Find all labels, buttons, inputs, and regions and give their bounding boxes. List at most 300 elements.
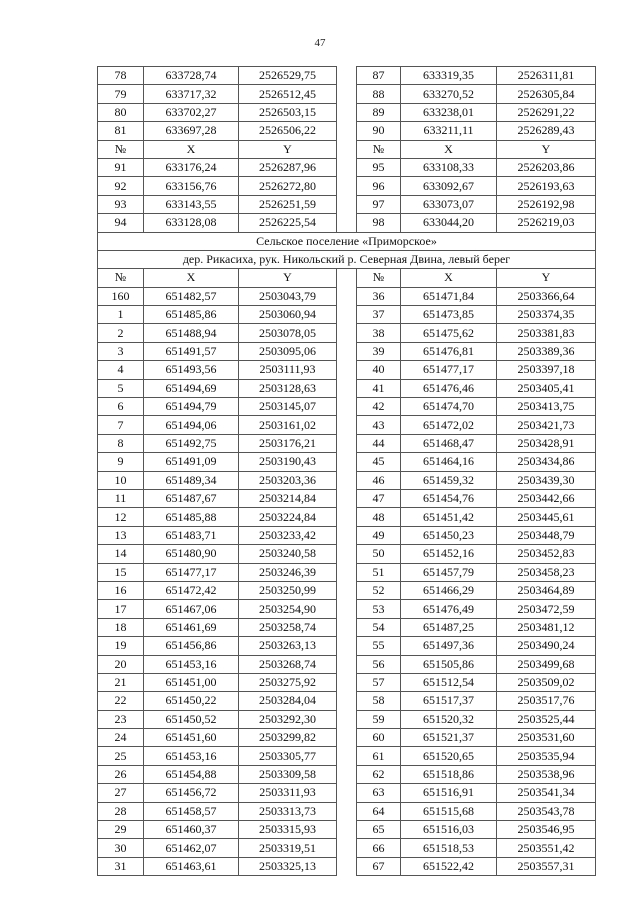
y-coordinate-cell: 2503445,61 — [497, 508, 596, 526]
point-number-cell: 95 — [357, 158, 401, 176]
point-number-cell: 23 — [98, 710, 144, 728]
x-coordinate-cell: 651477,17 — [144, 563, 239, 581]
y-coordinate-cell: 2503541,34 — [497, 784, 596, 802]
x-coordinate-cell: 651451,60 — [144, 729, 239, 747]
point-number-cell: 36 — [357, 287, 401, 305]
column-gap — [337, 581, 357, 599]
point-number-cell: 17 — [98, 600, 144, 618]
y-coordinate-cell: 2503490,24 — [497, 637, 596, 655]
y-coordinate-cell: 2503311,93 — [239, 784, 337, 802]
y-coordinate-cell: 2503538,96 — [497, 765, 596, 783]
x-coordinate-cell: 651485,86 — [144, 306, 239, 324]
point-number-cell: 91 — [98, 158, 144, 176]
y-column-header: Y — [497, 269, 596, 287]
coordinates-table-body — [98, 67, 596, 876]
table-row — [98, 379, 596, 397]
point-number-cell: 55 — [357, 637, 401, 655]
x-coordinate-cell: 651459,32 — [401, 471, 497, 489]
point-number-cell: 43 — [357, 416, 401, 434]
x-coordinate-cell: 651483,71 — [144, 526, 239, 544]
y-coordinate-cell: 2503543,78 — [497, 802, 596, 820]
table-row — [98, 85, 596, 103]
y-coordinate-cell: 2503531,60 — [497, 729, 596, 747]
y-coordinate-cell: 2526219,03 — [497, 214, 596, 232]
x-coordinate-cell: 651461,69 — [144, 618, 239, 636]
y-coordinate-cell: 2503421,73 — [497, 416, 596, 434]
point-number-cell: 78 — [98, 67, 144, 85]
table-row — [98, 434, 596, 452]
x-coordinate-cell: 651520,65 — [401, 747, 497, 765]
point-number-cell: 5 — [98, 379, 144, 397]
table-row — [98, 618, 596, 636]
y-coordinate-cell: 2526193,63 — [497, 177, 596, 195]
number-column-header: № — [98, 140, 144, 158]
table-row — [98, 857, 596, 875]
column-gap — [337, 489, 357, 507]
y-coordinate-cell: 2503381,83 — [497, 324, 596, 342]
column-gap — [337, 416, 357, 434]
y-coordinate-cell: 2503397,18 — [497, 361, 596, 379]
point-number-cell: 57 — [357, 673, 401, 691]
point-number-cell: 37 — [357, 306, 401, 324]
point-number-cell: 160 — [98, 287, 144, 305]
x-coordinate-cell: 651491,57 — [144, 342, 239, 360]
table-row — [98, 526, 596, 544]
section-subtitle: дер. Рикасиха, рук. Никольский р. Северная Двина, левый берег — [98, 250, 596, 268]
point-number-cell: 18 — [98, 618, 144, 636]
x-coordinate-cell: 651460,37 — [144, 821, 239, 839]
x-coordinate-cell: 651487,25 — [401, 618, 497, 636]
x-coordinate-cell: 651476,46 — [401, 379, 497, 397]
x-coordinate-cell: 651475,62 — [401, 324, 497, 342]
table-row — [98, 398, 596, 416]
column-gap — [337, 342, 357, 360]
y-coordinate-cell: 2503535,94 — [497, 747, 596, 765]
x-coordinate-cell: 651463,61 — [144, 857, 239, 875]
point-number-cell: 97 — [357, 195, 401, 213]
y-coordinate-cell: 2503374,35 — [497, 306, 596, 324]
y-coordinate-cell: 2503145,07 — [239, 398, 337, 416]
y-coordinate-cell: 2503292,30 — [239, 710, 337, 728]
y-coordinate-cell: 2503203,36 — [239, 471, 337, 489]
y-coordinate-cell: 2503250,99 — [239, 581, 337, 599]
point-number-cell: 38 — [357, 324, 401, 342]
y-coordinate-cell: 2503389,36 — [497, 342, 596, 360]
point-number-cell: 2 — [98, 324, 144, 342]
column-gap — [337, 67, 357, 85]
point-number-cell: 51 — [357, 563, 401, 581]
table-row — [98, 306, 596, 324]
point-number-cell: 40 — [357, 361, 401, 379]
y-coordinate-cell: 2503472,59 — [497, 600, 596, 618]
x-coordinate-cell: 651458,57 — [144, 802, 239, 820]
column-gap — [337, 158, 357, 176]
point-number-cell: 45 — [357, 453, 401, 471]
x-coordinate-cell: 651452,16 — [401, 545, 497, 563]
column-gap — [337, 673, 357, 691]
table-row — [98, 821, 596, 839]
number-column-header: № — [98, 269, 144, 287]
y-coordinate-cell: 2503309,58 — [239, 765, 337, 783]
y-coordinate-cell: 2503284,04 — [239, 692, 337, 710]
point-number-cell: 89 — [357, 103, 401, 121]
table-row — [98, 177, 596, 195]
table-row — [98, 563, 596, 581]
table-row — [98, 673, 596, 691]
y-coordinate-cell: 2503268,74 — [239, 655, 337, 673]
y-coordinate-cell: 2526203,86 — [497, 158, 596, 176]
point-number-cell: 4 — [98, 361, 144, 379]
point-number-cell: 15 — [98, 563, 144, 581]
y-coordinate-cell: 2503499,68 — [497, 655, 596, 673]
point-number-cell: 28 — [98, 802, 144, 820]
x-coordinate-cell: 651517,37 — [401, 692, 497, 710]
x-coordinate-cell: 651454,88 — [144, 765, 239, 783]
x-coordinate-cell: 633128,08 — [144, 214, 239, 232]
x-coordinate-cell: 633319,35 — [401, 67, 497, 85]
y-coordinate-cell: 2503517,76 — [497, 692, 596, 710]
y-coordinate-cell: 2503176,21 — [239, 434, 337, 452]
column-gap — [337, 526, 357, 544]
table-row — [98, 489, 596, 507]
x-coordinate-cell: 651518,86 — [401, 765, 497, 783]
point-number-cell: 92 — [98, 177, 144, 195]
column-gap — [337, 287, 357, 305]
x-coordinate-cell: 651505,86 — [401, 655, 497, 673]
x-coordinate-cell: 651516,03 — [401, 821, 497, 839]
point-number-cell: 41 — [357, 379, 401, 397]
x-coordinate-cell: 651497,36 — [401, 637, 497, 655]
y-coordinate-cell: 2503254,90 — [239, 600, 337, 618]
y-coordinate-cell: 2503448,79 — [497, 526, 596, 544]
x-coordinate-cell: 651518,53 — [401, 839, 497, 857]
x-coordinate-cell: 651477,17 — [401, 361, 497, 379]
table-row — [98, 765, 596, 783]
point-number-cell: 11 — [98, 489, 144, 507]
coordinates-table — [97, 66, 596, 876]
y-column-header: Y — [239, 140, 337, 158]
x-coordinate-cell: 651493,56 — [144, 361, 239, 379]
table-row — [98, 839, 596, 857]
y-coordinate-cell: 2503111,93 — [239, 361, 337, 379]
x-coordinate-cell: 651476,81 — [401, 342, 497, 360]
point-number-cell: 30 — [98, 839, 144, 857]
x-coordinate-cell: 633717,32 — [144, 85, 239, 103]
y-coordinate-cell: 2526192,98 — [497, 195, 596, 213]
y-coordinate-cell: 2526305,84 — [497, 85, 596, 103]
x-coordinate-cell: 651472,42 — [144, 581, 239, 599]
number-column-header: № — [357, 269, 401, 287]
y-coordinate-cell: 2503452,83 — [497, 545, 596, 563]
y-coordinate-cell: 2503263,13 — [239, 637, 337, 655]
point-number-cell: 64 — [357, 802, 401, 820]
x-coordinate-cell: 651494,79 — [144, 398, 239, 416]
column-gap — [337, 398, 357, 416]
column-gap — [337, 306, 357, 324]
point-number-cell: 48 — [357, 508, 401, 526]
point-number-cell: 44 — [357, 434, 401, 452]
y-coordinate-cell: 2503458,23 — [497, 563, 596, 581]
y-coordinate-cell: 2503233,42 — [239, 526, 337, 544]
column-gap — [337, 214, 357, 232]
x-coordinate-cell: 651471,84 — [401, 287, 497, 305]
y-coordinate-cell: 2503325,13 — [239, 857, 337, 875]
section-title: Сельское поселение «Приморское» — [98, 232, 596, 250]
x-coordinate-cell: 651457,79 — [401, 563, 497, 581]
y-coordinate-cell: 2503095,06 — [239, 342, 337, 360]
point-number-cell: 50 — [357, 545, 401, 563]
column-gap — [337, 324, 357, 342]
column-gap — [337, 692, 357, 710]
y-coordinate-cell: 2526291,22 — [497, 103, 596, 121]
x-coordinate-cell: 651515,68 — [401, 802, 497, 820]
y-coordinate-cell: 2526225,54 — [239, 214, 337, 232]
y-coordinate-cell: 2526272,80 — [239, 177, 337, 195]
column-gap — [337, 177, 357, 195]
column-gap — [337, 140, 357, 158]
x-column-header: X — [401, 269, 497, 287]
table-row — [98, 324, 596, 342]
x-coordinate-cell: 633270,52 — [401, 85, 497, 103]
x-coordinate-cell: 651453,16 — [144, 655, 239, 673]
table-row — [98, 729, 596, 747]
point-number-cell: 59 — [357, 710, 401, 728]
column-gap — [337, 802, 357, 820]
y-coordinate-cell: 2503405,41 — [497, 379, 596, 397]
y-column-header: Y — [239, 269, 337, 287]
point-number-cell: 42 — [357, 398, 401, 416]
column-gap — [337, 434, 357, 452]
table-row — [98, 747, 596, 765]
y-coordinate-cell: 2503161,02 — [239, 416, 337, 434]
column-gap — [337, 85, 357, 103]
point-number-cell: 62 — [357, 765, 401, 783]
y-coordinate-cell: 2526287,96 — [239, 158, 337, 176]
point-number-cell: 65 — [357, 821, 401, 839]
y-coordinate-cell: 2503428,91 — [497, 434, 596, 452]
x-coordinate-cell: 651468,47 — [401, 434, 497, 452]
column-gap — [337, 729, 357, 747]
y-coordinate-cell: 2526512,45 — [239, 85, 337, 103]
y-coordinate-cell: 2503214,84 — [239, 489, 337, 507]
y-coordinate-cell: 2503509,02 — [497, 673, 596, 691]
x-coordinate-cell: 651520,32 — [401, 710, 497, 728]
column-gap — [337, 784, 357, 802]
table-row — [98, 692, 596, 710]
column-gap — [337, 618, 357, 636]
table-row — [98, 784, 596, 802]
x-coordinate-cell: 651450,52 — [144, 710, 239, 728]
number-column-header: № — [357, 140, 401, 158]
x-column-header: X — [144, 269, 239, 287]
y-coordinate-cell: 2503439,30 — [497, 471, 596, 489]
point-number-cell: 24 — [98, 729, 144, 747]
point-number-cell: 81 — [98, 122, 144, 140]
x-coordinate-cell: 651492,75 — [144, 434, 239, 452]
point-number-cell: 98 — [357, 214, 401, 232]
y-coordinate-cell: 2503190,43 — [239, 453, 337, 471]
point-number-cell: 12 — [98, 508, 144, 526]
column-gap — [337, 508, 357, 526]
x-column-header: X — [144, 140, 239, 158]
y-coordinate-cell: 2503319,51 — [239, 839, 337, 857]
point-number-cell: 7 — [98, 416, 144, 434]
point-number-cell: 9 — [98, 453, 144, 471]
x-coordinate-cell: 651456,72 — [144, 784, 239, 802]
column-gap — [337, 710, 357, 728]
y-coordinate-cell: 2503546,95 — [497, 821, 596, 839]
y-coordinate-cell: 2503258,74 — [239, 618, 337, 636]
column-gap — [337, 821, 357, 839]
column-gap — [337, 379, 357, 397]
x-coordinate-cell: 633211,11 — [401, 122, 497, 140]
point-number-cell: 66 — [357, 839, 401, 857]
y-coordinate-cell: 2503224,84 — [239, 508, 337, 526]
x-coordinate-cell: 651451,00 — [144, 673, 239, 691]
table-row — [98, 214, 596, 232]
table-row — [98, 416, 596, 434]
table-row — [98, 342, 596, 360]
y-coordinate-cell: 2526529,75 — [239, 67, 337, 85]
column-gap — [337, 600, 357, 618]
x-coordinate-cell: 651485,88 — [144, 508, 239, 526]
y-coordinate-cell: 2503525,44 — [497, 710, 596, 728]
y-coordinate-cell: 2526311,81 — [497, 67, 596, 85]
y-coordinate-cell: 2503315,93 — [239, 821, 337, 839]
column-gap — [337, 453, 357, 471]
table-row — [98, 158, 596, 176]
x-column-header: X — [401, 140, 497, 158]
point-number-cell: 3 — [98, 342, 144, 360]
column-gap — [337, 122, 357, 140]
point-number-cell: 13 — [98, 526, 144, 544]
y-coordinate-cell: 2503313,73 — [239, 802, 337, 820]
y-coordinate-cell: 2503442,66 — [497, 489, 596, 507]
table-row — [98, 67, 596, 85]
point-number-cell: 61 — [357, 747, 401, 765]
x-coordinate-cell: 651489,34 — [144, 471, 239, 489]
point-number-cell: 19 — [98, 637, 144, 655]
column-gap — [337, 471, 357, 489]
x-coordinate-cell: 633073,07 — [401, 195, 497, 213]
x-coordinate-cell: 651476,49 — [401, 600, 497, 618]
point-number-cell: 56 — [357, 655, 401, 673]
x-coordinate-cell: 651462,07 — [144, 839, 239, 857]
x-coordinate-cell: 651487,67 — [144, 489, 239, 507]
y-coordinate-cell: 2503551,42 — [497, 839, 596, 857]
x-coordinate-cell: 651512,54 — [401, 673, 497, 691]
point-number-cell: 87 — [357, 67, 401, 85]
x-coordinate-cell: 633143,55 — [144, 195, 239, 213]
point-number-cell: 1 — [98, 306, 144, 324]
point-number-cell: 31 — [98, 857, 144, 875]
y-coordinate-cell: 2526289,43 — [497, 122, 596, 140]
y-coordinate-cell: 2526503,15 — [239, 103, 337, 121]
column-gap — [337, 361, 357, 379]
y-coordinate-cell: 2503078,05 — [239, 324, 337, 342]
column-gap — [337, 765, 357, 783]
table-row — [98, 710, 596, 728]
table-row — [98, 453, 596, 471]
point-number-cell: 6 — [98, 398, 144, 416]
y-coordinate-cell: 2503246,39 — [239, 563, 337, 581]
table-row — [98, 287, 596, 305]
table-row — [98, 655, 596, 673]
column-gap — [337, 545, 357, 563]
point-number-cell: 16 — [98, 581, 144, 599]
point-number-cell: 20 — [98, 655, 144, 673]
y-coordinate-cell: 2503366,64 — [497, 287, 596, 305]
x-coordinate-cell: 651450,22 — [144, 692, 239, 710]
table-row — [98, 545, 596, 563]
x-coordinate-cell: 633108,33 — [401, 158, 497, 176]
section-title-row — [98, 232, 596, 250]
point-number-cell: 53 — [357, 600, 401, 618]
y-coordinate-cell: 2526251,59 — [239, 195, 337, 213]
point-number-cell: 90 — [357, 122, 401, 140]
column-gap — [337, 269, 357, 287]
header-row — [98, 140, 596, 158]
point-number-cell: 94 — [98, 214, 144, 232]
point-number-cell: 21 — [98, 673, 144, 691]
point-number-cell: 54 — [357, 618, 401, 636]
x-coordinate-cell: 633176,24 — [144, 158, 239, 176]
x-coordinate-cell: 651491,09 — [144, 453, 239, 471]
point-number-cell: 58 — [357, 692, 401, 710]
x-coordinate-cell: 651453,16 — [144, 747, 239, 765]
column-gap — [337, 747, 357, 765]
y-coordinate-cell: 2503299,82 — [239, 729, 337, 747]
point-number-cell: 63 — [357, 784, 401, 802]
column-gap — [337, 655, 357, 673]
point-number-cell: 27 — [98, 784, 144, 802]
y-coordinate-cell: 2526506,22 — [239, 122, 337, 140]
x-coordinate-cell: 651466,29 — [401, 581, 497, 599]
point-number-cell: 8 — [98, 434, 144, 452]
x-coordinate-cell: 633044,20 — [401, 214, 497, 232]
y-coordinate-cell: 2503557,31 — [497, 857, 596, 875]
table-row — [98, 195, 596, 213]
x-coordinate-cell: 651516,91 — [401, 784, 497, 802]
y-coordinate-cell: 2503275,92 — [239, 673, 337, 691]
y-column-header: Y — [497, 140, 596, 158]
column-gap — [337, 637, 357, 655]
point-number-cell: 47 — [357, 489, 401, 507]
x-coordinate-cell: 651521,37 — [401, 729, 497, 747]
x-coordinate-cell: 651488,94 — [144, 324, 239, 342]
point-number-cell: 29 — [98, 821, 144, 839]
x-coordinate-cell: 651473,85 — [401, 306, 497, 324]
point-number-cell: 39 — [357, 342, 401, 360]
point-number-cell: 67 — [357, 857, 401, 875]
table-row — [98, 508, 596, 526]
x-coordinate-cell: 651474,70 — [401, 398, 497, 416]
x-coordinate-cell: 633702,27 — [144, 103, 239, 121]
point-number-cell: 46 — [357, 471, 401, 489]
header-row — [98, 269, 596, 287]
table-row — [98, 637, 596, 655]
y-coordinate-cell: 2503043,79 — [239, 287, 337, 305]
y-coordinate-cell: 2503305,77 — [239, 747, 337, 765]
point-number-cell: 22 — [98, 692, 144, 710]
x-coordinate-cell: 633092,67 — [401, 177, 497, 195]
point-number-cell: 49 — [357, 526, 401, 544]
section-subtitle-row — [98, 250, 596, 268]
x-coordinate-cell: 651522,42 — [401, 857, 497, 875]
x-coordinate-cell: 651480,90 — [144, 545, 239, 563]
x-coordinate-cell: 633697,28 — [144, 122, 239, 140]
x-coordinate-cell: 651450,23 — [401, 526, 497, 544]
